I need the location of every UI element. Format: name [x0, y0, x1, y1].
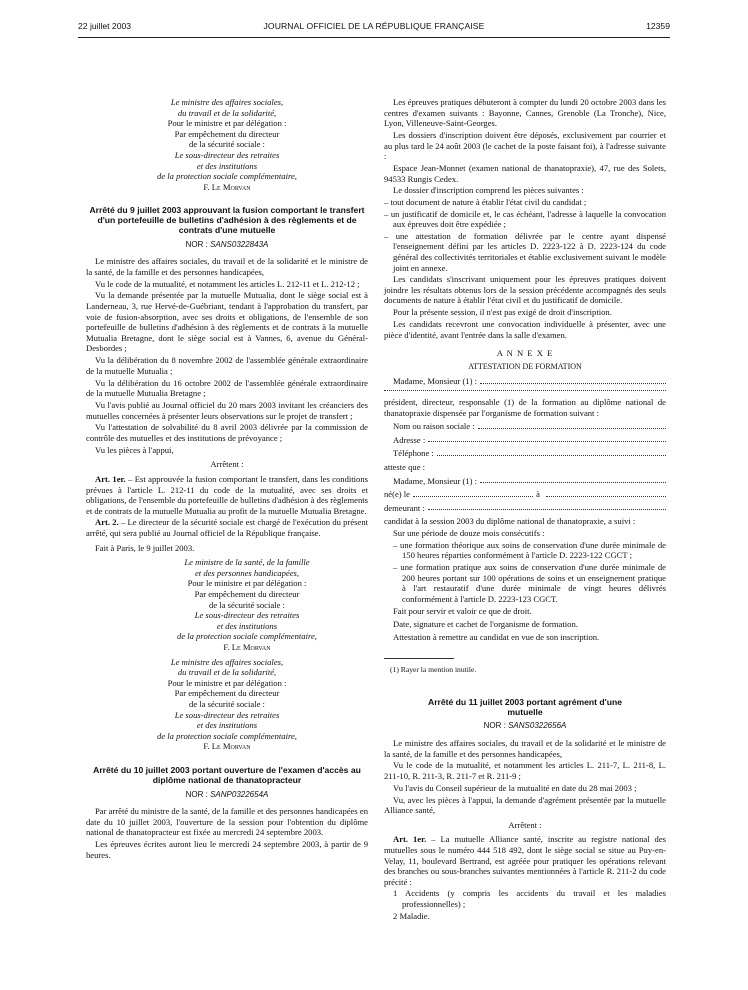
sig-line: de la protection sociale complémentaire,: [157, 171, 297, 182]
paragraph: Vu le code de la mutualité, et notamment les articles L. 211-7, L. 211-8, L. 211-10, R. 211-3, R. 211-7 et R. 211-9 ;: [384, 760, 666, 781]
arrete-3-title: Arrêté du 11 juillet 2003 portant agrément d'une mutuelle: [427, 696, 623, 717]
paragraph: Vu la demande présentée par la mutuelle Mutualia, dont le siège social est à Landerneau, 3, rue Hervé-de-Guébriant, tendant à l'approbation du transfert, par voie de fusion-absorption, avec ses droits et obligations, de l'ensemble de son portefeuille de bulletins d'adhésion à des règlements et de contrats à la mutuelle Mutualia Bretagne, dont le siège social est à Vannes, 6, avenue du Général-Desbordes ;: [86, 290, 368, 354]
sig-line: Pour le ministre et par délégation :: [187, 578, 307, 589]
form-label: Nom ou raison sociale :: [393, 421, 475, 432]
required-documents-list: [384, 197, 666, 273]
form-label: à: [536, 489, 540, 500]
arrete-2-nor: [86, 790, 368, 801]
nor-label: NOR :: [185, 239, 208, 249]
branch-item: 1 Accidents (y compris les accidents du travail et les maladies professionnelles) ;: [393, 888, 666, 910]
form-line-nom: [393, 421, 666, 432]
attestation-title: ATTESTATION DE FORMATION: [468, 361, 582, 371]
dotted-fill: [480, 376, 666, 384]
journal-title: JOURNAL OFFICIEL DE LA RÉPUBLIQUE FRANÇAISE: [263, 21, 485, 31]
fait-a: Fait à Paris, le 9 juillet 2003.: [95, 542, 195, 553]
form-line-nee: [384, 489, 666, 500]
paragraph: Vu l'attestation de solvabilité du 8 avril 2003 délivrée par la commission de contrôle des mutuelles et des institutions de prévoyance ;: [86, 422, 368, 443]
arrete-1-nor: [86, 240, 368, 251]
paragraph: Le dossier d'inscription comprend les pièces suivantes :: [393, 185, 584, 196]
paragraph: Vu l'avis du Conseil supérieur de la mutualité en date du 28 mai 2003 ;: [393, 782, 637, 793]
header-rule: [78, 37, 670, 38]
paragraph: Attestation à remettre au candidat en vue de son inscription.: [393, 631, 600, 642]
paragraph: Espace Jean-Monnet (examen national de thanatopraxie), 47, rue des Solets, 94533 Rungis Cedex.: [384, 162, 666, 184]
dotted-fill: [437, 448, 666, 456]
dotted-fill: [478, 421, 666, 429]
paragraph: Vu, avec les pièces à l'appui, la demande d'agrément présentée par la mutuelle Alliance santé,: [384, 794, 666, 816]
sig-line: Par empêchement du directeur: [174, 128, 280, 139]
sig-line: et des institutions: [216, 620, 278, 631]
list-item: – une formation théorique aux soins de conservation d'une durée minimale de 150 heures réparties conformément à l'article D. 2223-122 CGCT ;: [393, 539, 666, 561]
dotted-fill: [428, 435, 666, 443]
form-line-telephone: [393, 448, 666, 459]
arrete-2-title: Arrêté du 10 juillet 2003 portant ouverture de l'examen d'accès au diplôme national de thanatopracteur: [93, 764, 361, 785]
sig-line: Le ministre des affaires sociales,: [170, 656, 284, 667]
form-label: demeurant :: [384, 502, 425, 513]
sig-line: Par empêchement du directeur: [194, 589, 300, 600]
paragraph: Vu la délibération du 16 octobre 2002 de l'assemblée générale extraordinaire de la mutuelle Mutualia Bretagne ;: [86, 377, 368, 399]
arrete-1-title: Arrêté du 9 juillet 2003 approuvant la fusion comportant le transfert d'un portefeuille de bulletins d'adhésion à des règlements et de contrats d'une mutuelle: [89, 205, 365, 235]
form-line-demeurant: [384, 503, 666, 514]
arretent-heading: Arrêtent :: [508, 819, 542, 830]
paragraph: président, directeur, responsable (1) de la formation au diplôme national de thanatopraxie dispensée par l'organisme de formation suivant :: [384, 396, 666, 418]
paragraph: Le ministre des affaires sociales, du travail et de la solidarité et le ministre de la santé, de la famille et des personnes handicapées,: [384, 738, 666, 759]
sig-line: Le sous-directeur des retraites: [174, 709, 280, 720]
sig-line: et des institutions: [196, 720, 258, 731]
paragraph: Les candidats recevront une convocation individuelle à présenter, avec une pièce d'identité, avant l'entrée dans la salle d'examen.: [384, 319, 666, 340]
nor-code: SANS0322843A: [210, 239, 269, 249]
footnote-rule: [384, 658, 454, 659]
sig-line: Le sous-directeur des retraites: [174, 149, 280, 160]
signatory-name: F. Le Morvan: [203, 181, 251, 192]
dotted-fill: [413, 489, 533, 497]
paragraph: Pour la présente session, il n'est pas exigé de droit d'inscription.: [393, 307, 612, 318]
paragraph: Les dossiers d'inscription doivent être déposés, exclusivement par courrier et au plus tard le 24 août 2003 (le cachet de la poste faisant foi), à l'adresse suivante :: [384, 129, 666, 162]
sig-line: Pour le ministre et par délégation :: [167, 677, 287, 688]
atteste-line: atteste que :: [384, 461, 426, 472]
paragraph: Vu le code de la mutualité, et notamment les articles L. 212-11 et L. 212-12 ;: [95, 278, 360, 289]
page-header: [78, 21, 670, 37]
dotted-fill: [384, 390, 666, 391]
list-item: – une attestation de formation délivrée par le centre ayant dispensé l'enseignement défini par les articles D. 2223-122 à D. 2223-124 du code général des collectivités territoriales et établie exclusivement suivant le modèle joint en annexe.: [384, 230, 666, 273]
nor-code: SANP0322654A: [210, 789, 269, 799]
paragraph: Les candidats s'inscrivant uniquement pour les épreuves pratiques doivent joindre les résultats obtenus lors de la session précédente accompagnés des seuls documents de nature à établir l'état civil et du justificatif de domicile.: [384, 274, 666, 306]
paragraph: Date, signature et cachet de l'organisme de formation.: [393, 619, 578, 630]
sig-line: de la protection sociale complémentaire,: [177, 631, 317, 642]
arrete-3-nor: [384, 721, 666, 732]
dotted-fill: [480, 476, 666, 484]
article-1: [384, 834, 666, 887]
branch-item: 2 Maladie.: [393, 910, 430, 921]
sig-line: de la protection sociale complémentaire,: [157, 730, 297, 741]
sig-line: de la sécurité sociale :: [189, 139, 265, 150]
paragraph: Les épreuves écrites auront lieu le mercredi 24 septembre 2003, à partir de 9 heures.: [86, 839, 368, 860]
issue-date: 22 juillet 2003: [78, 21, 132, 31]
form-line-adresse: [393, 435, 666, 446]
article-1: [86, 474, 368, 516]
right-column: [384, 97, 666, 923]
signatory-name: F. Le Morvan: [223, 642, 271, 653]
sig-line: Pour le ministre et par délégation :: [167, 118, 287, 129]
article-text: – La mutuelle Alliance santé, inscrite au registre national des mutuelles sous le numéro 444 518 492, dont le siège social se situe au Puy-en-Velay, 11, boulevard Bertrand, est agréée pour pratiquer les opérations relevant des branches ou sous-branches suivantes mentionnées à l'article R. 211-2 du code précité :: [384, 834, 667, 887]
annexe-heading: A N N E X E: [496, 348, 554, 359]
paragraph: Fait pour servir et valoir ce que de droit.: [393, 606, 532, 617]
sig-line: et des institutions: [196, 160, 258, 171]
signature-block-1: [86, 97, 368, 192]
sig-line: du travail et de la solidarité,: [177, 667, 277, 678]
left-column: [86, 97, 368, 861]
form-label: né(e) le: [384, 489, 410, 500]
list-item: – tout document de nature à établir l'état civil du candidat ;: [384, 197, 587, 208]
sig-line: Le ministre des affaires sociales,: [170, 97, 284, 107]
list-item: – un justificatif de domicile et, le cas échéant, l'adresse à laquelle la convocation aux épreuves doit être expédiée ;: [384, 208, 666, 230]
signature-block-3: [86, 657, 368, 752]
sig-line: Le ministre de la santé, de la famille: [184, 557, 310, 568]
nor-code: SANS0322656A: [508, 721, 567, 731]
form-label: Adresse :: [393, 434, 426, 445]
form-label: Madame, Monsieur (1) :: [393, 376, 478, 387]
sig-line: de la sécurité sociale :: [189, 698, 265, 709]
paragraph: Vu l'avis publié au Journal officiel du 20 mars 2003 invitant les créanciers des mutuelles concernées à présenter leurs observations sur le projet de transfert ;: [86, 399, 368, 421]
article-text: – Le directeur de la sécurité sociale est chargé de l'exécution du présent arrêté, qui sera publié au Journal officiel de la République française.: [86, 517, 368, 539]
page-number: 12359: [646, 21, 670, 31]
article-2: [86, 517, 368, 538]
form-label: Téléphone :: [393, 448, 434, 459]
paragraph: Les épreuves pratiques débuteront à compter du lundi 20 octobre 2003 dans les centres d'examen suivants : Bayonne, Cannes, Grenoble (La Tronche), Nice, Lyon, Villeneuve-Saint-Georges.: [384, 97, 666, 129]
paragraph: Par arrêté du ministre de la santé, de la famille et des personnes handicapées en date du 10 juillet 2003, l'ouverture de la session pour l'obtention du diplôme national de thanatopracteur est fixée au mercredi 24 septembre 2003.: [86, 806, 368, 838]
nor-label: NOR :: [185, 789, 208, 799]
dotted-fill: [428, 503, 666, 511]
form-line-blank: [384, 390, 666, 394]
footnote: (1) Rayer la mention inutile.: [390, 665, 477, 675]
form-label: Madame, Monsieur (1) :: [393, 475, 478, 486]
paragraph: Vu les pièces à l'appui,: [95, 444, 174, 455]
signatory-name: F. Le Morvan: [203, 741, 251, 752]
article-label: Art. 1er.: [95, 473, 126, 484]
sig-line: du travail et de la solidarité,: [177, 107, 277, 118]
form-line-madame-2: [393, 476, 666, 487]
form-line-madame: [393, 376, 666, 387]
paragraph: Sur une période de douze mois consécutifs :: [393, 528, 545, 539]
paragraph: Le ministre des affaires sociales, du travail et de la solidarité et le ministre de la santé, de la famille et des personnes handicapées,: [86, 256, 368, 277]
arretent-heading: Arrêtent :: [210, 459, 244, 470]
sig-line: Par empêchement du directeur: [174, 688, 280, 699]
sig-line: de la sécurité sociale :: [209, 599, 285, 610]
article-label: Art. 1er.: [393, 834, 427, 845]
list-item: – une formation pratique aux soins de conservation d'une durée minimale de 200 heures portant sur 100 opérations de soins et un enseignement pratique à l'art restauratif d'une durée minimale de vingt heures délivrés conformément à l'article D. 2223-123 CGCT.: [393, 562, 666, 604]
article-text: – Est approuvée la fusion comportant le transfert, dans les conditions prévues à l'article L. 212-11 du code de la mutualité, avec ses droits et obligations, de l'ensemble du portefeuille de bulletins d'adhésion à des règlements et de contrats de la mutuelle Mutualia au profit de la mutuelle Mutualia Bretagne.: [86, 473, 368, 516]
sig-line: Le sous-directeur des retraites: [194, 610, 300, 621]
dotted-fill: [546, 489, 666, 497]
sig-line: et des personnes handicapées,: [194, 567, 300, 578]
signature-block-2: [126, 557, 368, 652]
nor-label: NOR :: [483, 721, 506, 731]
article-label: Art. 2.: [95, 517, 119, 528]
paragraph: Vu la délibération du 8 novembre 2002 de l'assemblée générale extraordinaire de la mutuelle Mutualia ;: [86, 355, 368, 376]
paragraph: candidat à la session 2003 du diplôme national de thanatopraxie, a suivi :: [384, 516, 636, 527]
training-list: [393, 540, 666, 605]
